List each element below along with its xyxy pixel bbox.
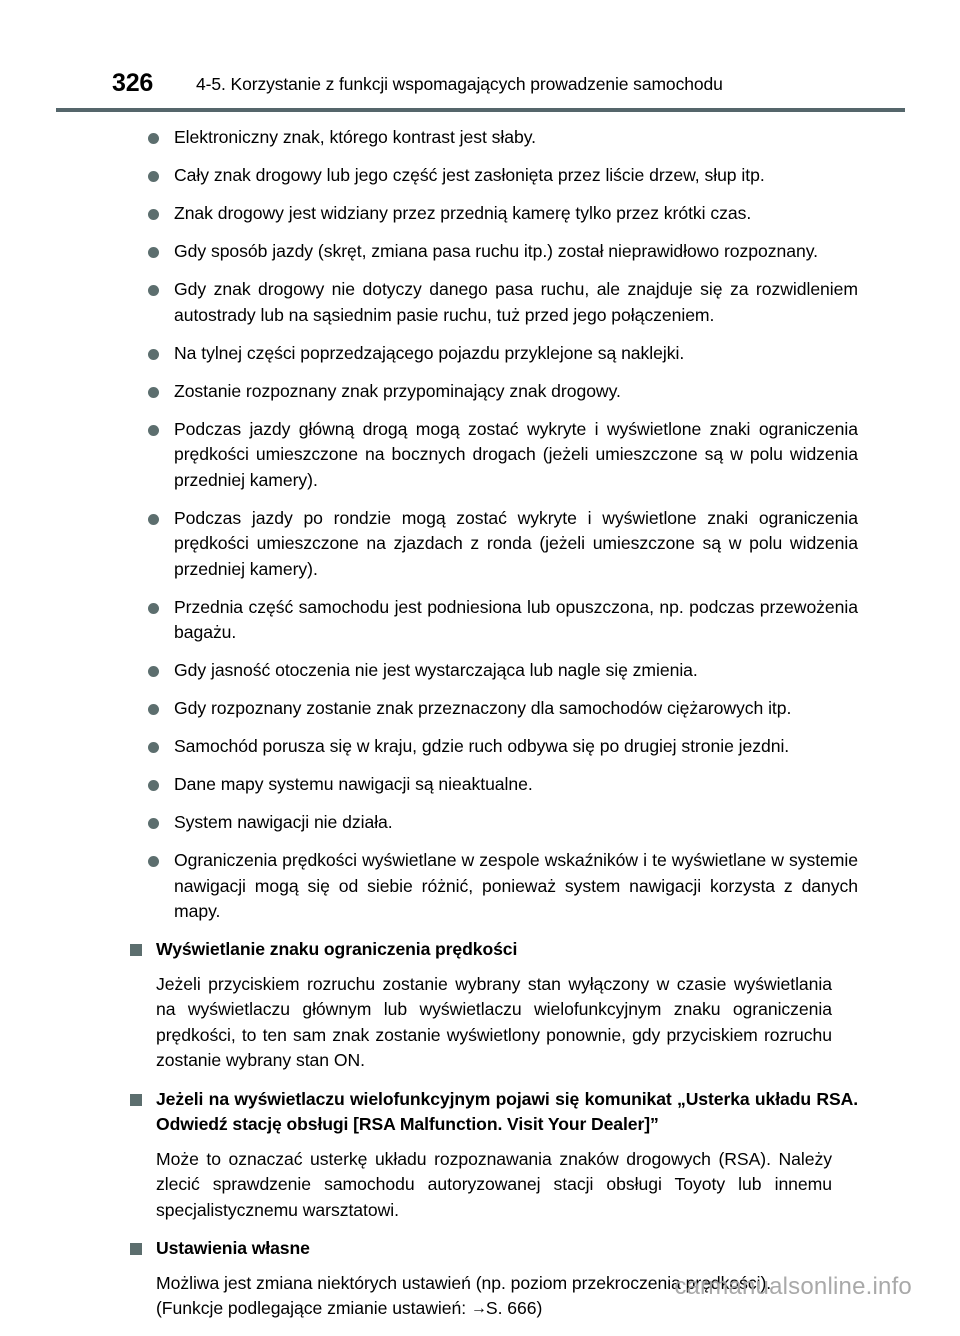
list-item	[148, 417, 858, 494]
list-item	[148, 658, 858, 684]
bullet-dot-icon	[148, 704, 159, 715]
custom-settings-line1: Możliwa jest zmiana niektórych ustawień (np. poziom przekroczenia prędkości).	[156, 1272, 772, 1293]
square-marker-icon	[130, 944, 142, 956]
list-item	[148, 125, 858, 151]
list-item-text: Podczas jazdy główną drogą mogą zostać wykryte i wyświetlone znaki ograniczenia prędkości umieszczone na bocznych drogach (jeżeli umieszczone są w polu widzenia przedniej kamery).	[174, 418, 858, 490]
section-heading-custom-settings	[130, 1236, 858, 1262]
custom-settings-line2-prefix: (Funkcje podlegające zmianie ustawień:	[156, 1298, 471, 1318]
bullet-dot-icon	[148, 425, 159, 436]
bullet-dot-icon	[148, 133, 159, 144]
header-divider	[56, 108, 905, 112]
square-marker-icon	[130, 1243, 142, 1255]
list-item-text: Gdy rozpoznany zostanie znak przeznaczony dla samochodów ciężarowych itp.	[174, 698, 792, 718]
section-body-rsa-malfunction: Może to oznaczać usterkę układu rozpoznawania znaków drogowych (RSA). Należy zlecić sprawdzenie samochodu autoryzowanej stacji obsługi Toyoty lub innemu specjalistycznemu warsztatowi.	[156, 1148, 832, 1220]
list-item-text: Znak drogowy jest widziany przez przednią kamerę tylko przez krótki czas.	[174, 203, 752, 223]
page-header	[0, 68, 960, 102]
list-item	[148, 277, 858, 328]
page-title: 4-5. Korzystanie z funkcji wspomagających prowadzenie samochodu	[196, 74, 723, 94]
section-heading-text: Jeżeli na wyświetlaczu wielofunkcyjnym pojawi się komunikat „Usterka układu RSA. Odwiedź stację obsługi [RSA Malfunction. Visit Your Dealer]”	[156, 1088, 858, 1134]
list-item-text: Gdy znak drogowy nie dotyczy danego pasa ruchu, ale znajduje się za rozwidleniem autostrady lub na sąsiednim pasie ruchu, tuż przed jego połączeniem.	[174, 279, 858, 325]
bullet-dot-icon	[148, 514, 159, 525]
list-item-text: Zostanie rozpoznany znak przypominający znak drogowy.	[174, 380, 621, 401]
list-item-text: Gdy jasność otoczenia nie jest wystarczająca lub nagle się zmienia.	[174, 660, 698, 680]
list-item	[148, 201, 858, 227]
list-item-text: Elektroniczny znak, którego kontrast jest słaby.	[174, 127, 537, 147]
page-reference-arrow-icon: →	[470, 1300, 486, 1317]
list-item	[148, 163, 858, 189]
list-item-text: Cały znak drogowy lub jego część jest zasłonięta przez liście drzew, słup itp.	[174, 165, 765, 185]
watermark: carmanualsonline.info	[674, 1273, 912, 1300]
bullet-dot-icon	[148, 171, 159, 182]
list-item-text: Dane mapy systemu nawigacji są nieaktualne.	[174, 774, 533, 794]
page-content	[0, 125, 960, 1336]
list-item-text: Na tylnej części poprzedzającego pojazdu przyklejone są naklejki.	[174, 342, 685, 363]
list-item	[148, 810, 858, 836]
list-item	[148, 595, 858, 646]
bullet-dot-icon	[148, 780, 159, 791]
list-item	[148, 848, 858, 925]
bullet-dot-icon	[148, 387, 159, 398]
bullet-dot-icon	[148, 742, 159, 753]
bullet-dot-icon	[148, 247, 159, 258]
list-item-text: System nawigacji nie działa.	[174, 812, 393, 832]
section-heading-text: Ustawienia własne	[156, 1238, 310, 1258]
bullet-dot-icon	[148, 666, 159, 677]
bullet-dot-icon	[148, 603, 159, 614]
bullet-dot-icon	[148, 818, 159, 829]
section-body-speed-limit-display: Jeżeli przyciskiem rozruchu zostanie wybrany stan wyłączony w czasie wyświetlania na wyświetlaczu głównym lub wyświetlaczu wielofunkcyjnym znaku ograniczenia prędkości, to ten sam znak zostanie wyświetlony ponownie, gdy przyciskiem rozruchu zostanie wybrany stan ON.	[156, 973, 832, 1070]
list-item	[148, 379, 858, 405]
list-item	[148, 734, 858, 760]
section-heading-speed-limit-display	[130, 937, 858, 963]
custom-settings-page-ref: S. 666)	[485, 1298, 543, 1318]
section-heading-text: Wyświetlanie znaku ograniczenia prędkości	[156, 939, 518, 959]
list-item	[148, 506, 858, 583]
square-marker-icon	[130, 1094, 142, 1106]
list-item	[148, 772, 858, 798]
section-heading-rsa-malfunction	[130, 1087, 858, 1138]
list-item	[148, 239, 858, 265]
list-item-text: Przednia część samochodu jest podniesiona lub opuszczona, np. podczas przewożenia bagażu.	[174, 596, 858, 642]
bullet-dot-icon	[148, 856, 159, 867]
bullet-dot-icon	[148, 349, 159, 360]
list-item-text: Podczas jazdy po rondzie mogą zostać wykryte i wyświetlone znaki ograniczenia prędkości umieszczone na zjazdach z ronda (jeżeli umieszczone są w polu widzenia przedniej kamery).	[174, 507, 858, 579]
list-item	[148, 696, 858, 722]
list-item-text: Samochód porusza się w kraju, gdzie ruch odbywa się po drugiej stronie jezdni.	[174, 736, 790, 756]
page-number: 326	[112, 69, 154, 97]
bullet-dot-icon	[148, 285, 159, 296]
list-item-text: Ograniczenia prędkości wyświetlane w zespole wskaźników i te wyświetlane w systemie nawigacji mogą się od siebie różnić, ponieważ system nawigacji korzysta z danych mapy.	[174, 850, 858, 921]
list-item	[148, 341, 858, 367]
bullet-dot-icon	[148, 209, 159, 220]
list-item-text: Gdy sposób jazdy (skręt, zmiana pasa ruchu itp.) został nieprawidłowo rozpoznany.	[174, 241, 818, 261]
